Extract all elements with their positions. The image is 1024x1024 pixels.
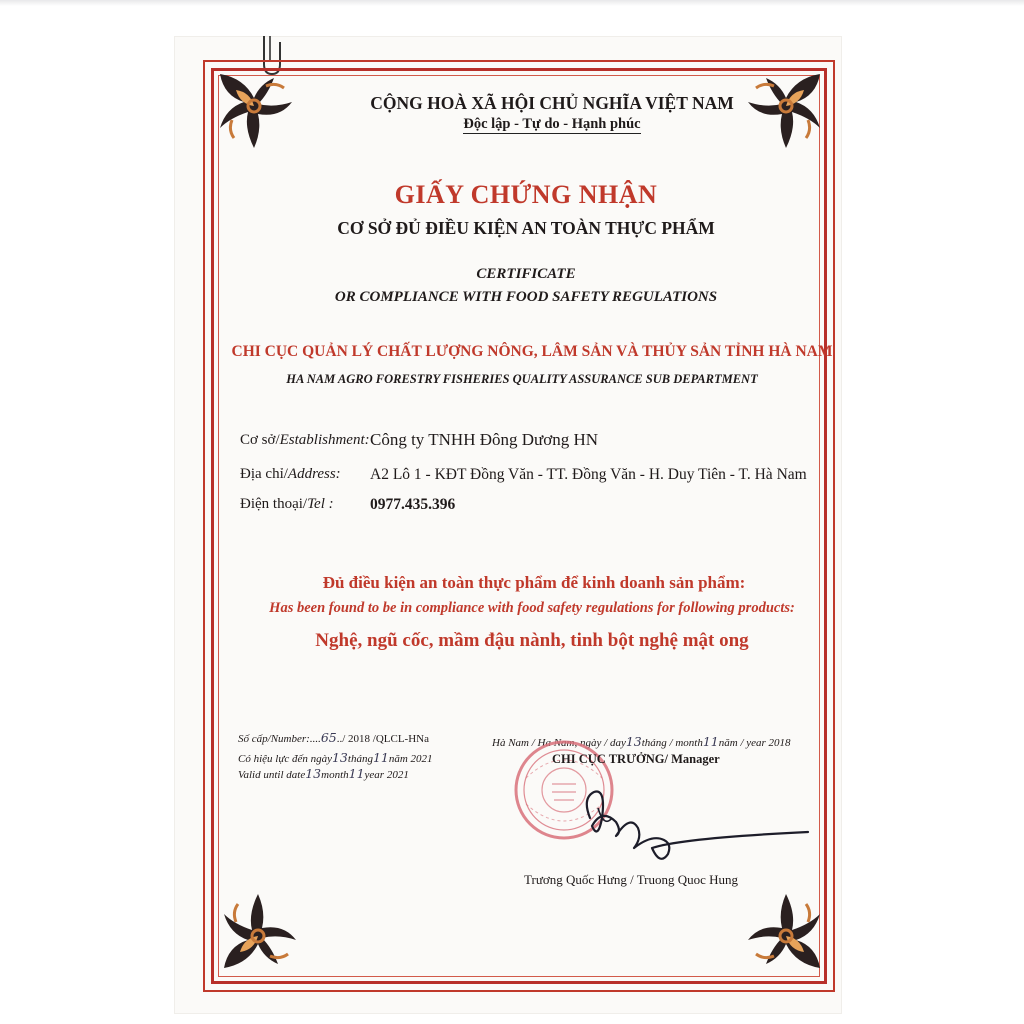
- issuing-agency-en: HA NAM AGRO FORESTRY FISHERIES QUALITY ASSURANCE SUB DEPARTMENT: [286, 372, 758, 386]
- address-value: A2 Lô 1 - KĐT Đồng Văn - TT. Đồng Văn - H. Duy Tiên - T. Hà Nam: [370, 466, 807, 483]
- phone-label: Điện thoại/Tel :: [240, 496, 334, 512]
- issuing-agency-vn: CHI CỤC QUẢN LÝ CHẤT LƯỢNG NÔNG, LÂM SẢN VÀ THỦY SẢN TỈNH HÀ NAM: [231, 343, 833, 360]
- top-strip: [0, 0, 1024, 6]
- nation-heading: CỘNG HOÀ XÃ HỘI CHỦ NGHĨA VIỆT NAM: [370, 93, 734, 113]
- certificate-subtitle-vn: CƠ SỞ ĐỦ ĐIỀU KIỆN AN TOÀN THỰC PHẨM: [337, 218, 715, 238]
- corner-ornament-icon: [218, 886, 306, 974]
- national-motto: [40, 116, 1024, 133]
- signature-icon: [572, 778, 812, 868]
- establishment-value: Công ty TNHH Đông Dương HN: [370, 430, 599, 449]
- certificate-title-en: CERTIFICATE: [476, 266, 576, 282]
- establishment-label: Cơ sở/Establishment:: [240, 432, 370, 448]
- compliance-statement-en: Has been found to be in compliance with food safety regulations for following products:: [269, 600, 795, 616]
- validity-en: Valid until date13month11year 2021: [238, 766, 409, 781]
- certificate-number: Số cấp/Number:....65../ 2018 /QLCL-HNa: [238, 730, 429, 745]
- issue-date: Hà Nam / Ha Nam, ngày / day13tháng / month11năm / year 2018: [492, 734, 791, 749]
- motto-text: Độc lập - Tự do - Hạnh phúc: [463, 116, 641, 132]
- certificate-subtitle-en: OR COMPLIANCE WITH FOOD SAFETY REGULATIONS: [334, 289, 718, 305]
- signer-name: Trương Quốc Hưng / Truong Quoc Hung: [524, 872, 739, 887]
- phone-value: 0977.435.396: [370, 496, 456, 513]
- manager-title: CHI CỤC TRƯỞNG/ Manager: [552, 752, 720, 766]
- products-list: Nghệ, ngũ cốc, mầm đậu nành, tinh bột nghệ mật ong: [315, 630, 749, 651]
- validity-vn: Có hiệu lực đến ngày13tháng11năm 2021: [238, 750, 433, 765]
- corner-ornament-icon: [738, 886, 826, 974]
- address-label: Địa chỉ/Address:: [240, 466, 341, 482]
- compliance-statement-vn: Đủ điều kiện an toàn thực phẩm để kinh doanh sản phẩm:: [322, 573, 746, 592]
- certificate-title-vn: GIẤY CHỨNG NHẬN: [394, 180, 658, 209]
- handwritten-number: 65: [320, 730, 337, 745]
